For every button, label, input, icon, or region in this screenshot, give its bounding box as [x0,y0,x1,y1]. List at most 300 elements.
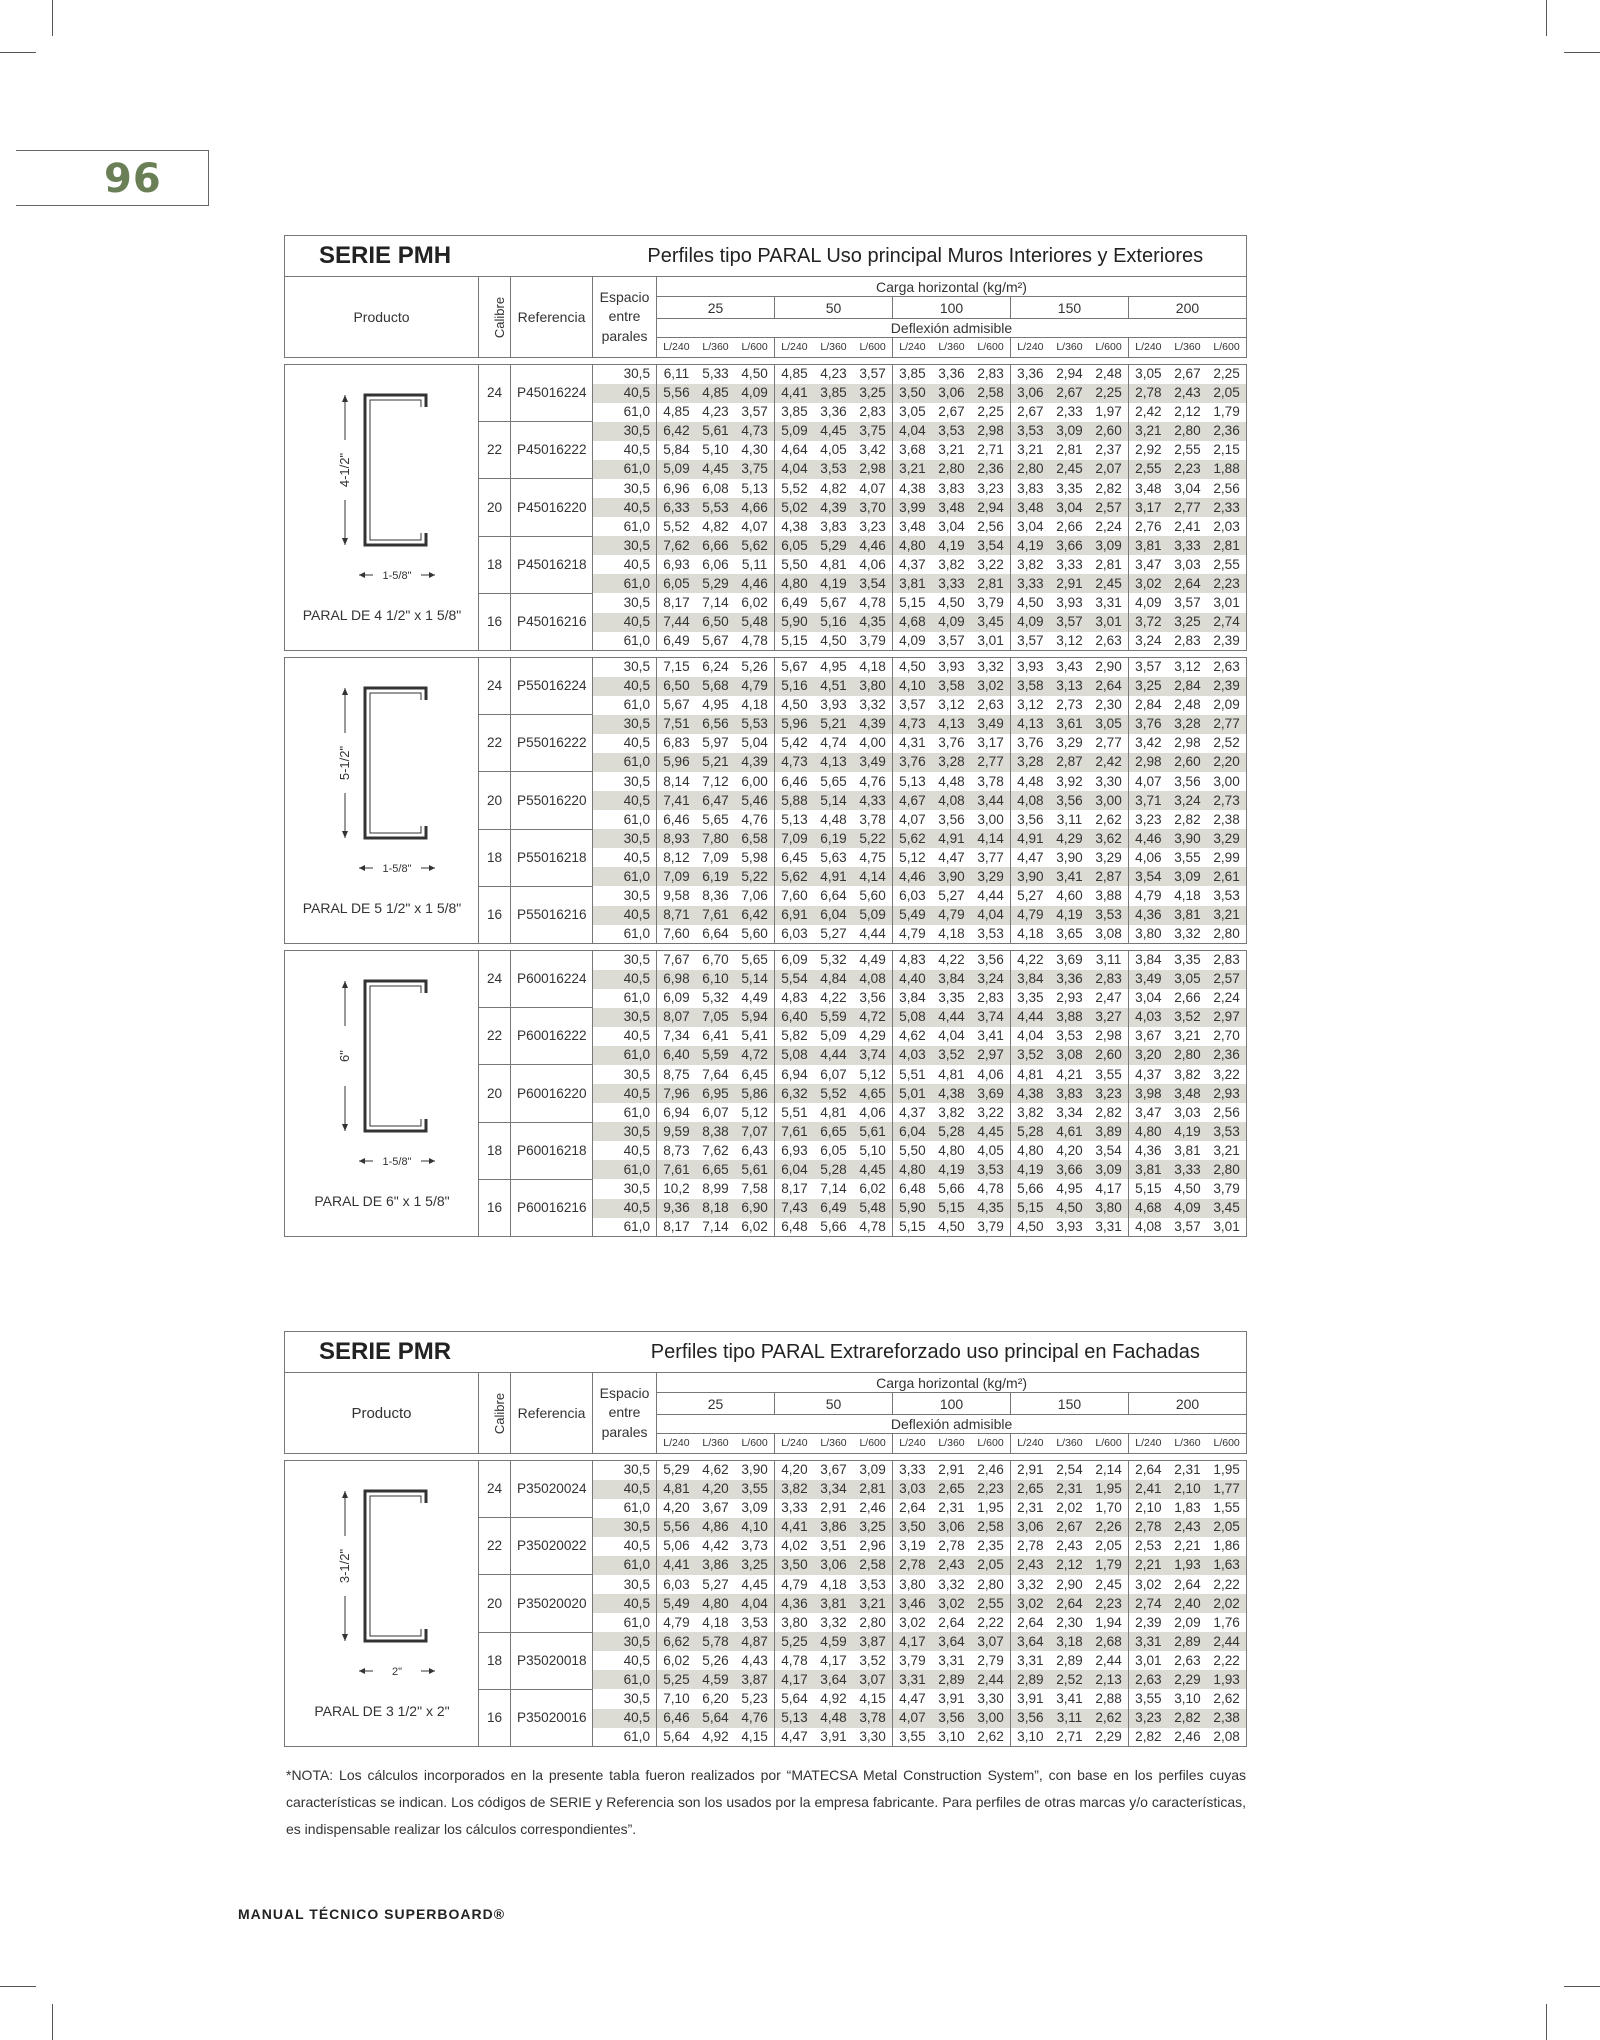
header-carga: Carga horizontal (kg/m²) [657,1373,1247,1393]
value-cell: 4,05 [820,442,847,458]
value-cell: 3,00 [971,1709,1010,1728]
value-cell: 5,46 [735,791,774,810]
value-cell: 5,22 [853,829,892,848]
spacing-cell: 40,5 [593,1199,657,1218]
crop-mark [52,0,53,36]
value-cell: 6,41 [702,1028,729,1044]
value-cell: 2,46 [971,1461,1010,1480]
value-cell: 3,29 [1095,849,1122,865]
value-cell: 2,37 [1095,442,1122,458]
spacing-cell: 61,0 [593,460,657,479]
spacing-cell: 30,5 [593,1632,657,1651]
value-cell: 3,53 [1207,886,1246,905]
value-cell: 6,19 [814,829,853,848]
value-cell: 3,48 [893,517,932,536]
value-cell: 3,47 [1128,1103,1167,1122]
value-cell: 3,53 [1056,1028,1083,1044]
value-cell: 5,32 [702,990,729,1006]
value-cell: 3,24 [1128,632,1167,651]
value-cell: 5,04 [741,735,768,751]
value-cell: 3,93 [1050,1218,1089,1237]
referencia-cell: P35020022 [511,1518,593,1575]
header-deflection-limit: L/360 [1050,338,1089,358]
value-cell: 2,36 [1207,1046,1246,1065]
value-cell: 4,04 [775,460,814,479]
value-cell: 4,00 [859,735,886,751]
value-cell: 3,53 [971,925,1010,944]
value-cell: 3,82 [1174,1066,1201,1082]
header-espacio: Espacio entre parales [593,277,657,358]
value-cell: 4,45 [696,460,735,479]
value-cell: 2,78 [1128,384,1167,403]
value-cell: 3,73 [741,1538,768,1554]
value-cell: 4,48 [820,811,847,827]
value-cell: 5,64 [657,1728,696,1747]
table-row [285,365,1247,384]
value-cell: 3,00 [977,811,1004,827]
value-cell: 4,50 [735,365,774,384]
value-cell: 2,62 [971,1728,1010,1747]
header-deflection-limit: L/360 [932,338,971,358]
header-deflection-limit: L/600 [971,338,1010,358]
value-cell: 3,48 [1128,479,1167,498]
value-cell: 5,66 [1010,1179,1049,1198]
value-cell: 3,55 [1128,1689,1167,1708]
value-cell: 2,81 [971,574,1010,593]
value-cell: 6,65 [696,1160,735,1179]
value-cell: 3,08 [1050,1046,1089,1065]
value-cell: 3,57 [1010,632,1049,651]
value-cell: 4,37 [1128,1065,1167,1084]
value-cell: 2,60 [1089,1046,1128,1065]
spacing-cell: 40,5 [593,441,657,460]
value-cell: 3,69 [971,1084,1010,1103]
value-cell: 3,53 [859,1576,886,1592]
value-cell: 7,14 [702,595,729,611]
value-cell: 2,82 [1095,1104,1122,1120]
profile-image-cell [285,951,479,1237]
value-cell: 2,05 [1207,384,1246,403]
value-cell: 3,58 [1010,677,1049,696]
value-cell: 4,45 [814,422,853,441]
value-cell: 3,53 [1207,1122,1246,1141]
value-cell: 4,78 [775,1651,814,1670]
header-deflection-limit: L/240 [893,338,932,358]
value-cell: 4,80 [775,574,814,593]
value-cell: 8,07 [657,1008,696,1027]
header-deflection-limit: L/240 [1128,338,1167,358]
value-cell: 5,48 [853,1199,892,1218]
spacing-cell: 30,5 [593,1179,657,1198]
value-cell: 4,36 [775,1594,814,1613]
crop-mark [0,1986,36,1987]
value-cell: 2,82 [1095,480,1122,496]
value-cell: 3,33 [1168,536,1207,555]
header-producto: Producto [285,1373,479,1454]
header-load: 200 [1128,1393,1246,1415]
value-cell: 3,81 [1168,906,1207,925]
value-cell: 6,20 [702,1691,729,1707]
value-cell: 4,62 [893,1027,932,1046]
value-cell: 2,25 [977,404,1004,420]
header-referencia: Referencia [511,1373,593,1454]
value-cell: 3,81 [1128,536,1167,555]
value-cell: 3,90 [1010,867,1049,886]
value-cell: 3,04 [938,518,965,534]
value-cell: 2,44 [971,1670,1010,1689]
value-cell: 2,43 [1056,1538,1083,1554]
value-cell: 2,38 [1207,1709,1247,1728]
calibre-cell: 22 [479,1518,511,1575]
value-cell: 3,81 [1128,1160,1167,1179]
value-cell: 4,15 [859,1691,886,1707]
value-cell: 5,15 [1010,1199,1049,1218]
value-cell: 7,06 [741,888,768,904]
value-cell: 3,31 [1010,1651,1049,1670]
value-cell: 2,62 [1089,1709,1128,1728]
value-cell: 5,13 [741,480,768,496]
profile-image [285,951,478,1236]
value-cell: 4,87 [735,1632,774,1651]
header-deflection-limit: L/240 [893,1434,932,1454]
value-cell: 4,76 [859,773,886,789]
value-cell: 2,93 [1207,1084,1246,1103]
value-cell: 3,79 [971,1218,1010,1237]
value-cell: 2,22 [977,1614,1004,1630]
value-cell: 7,61 [657,1160,696,1179]
value-cell: 3,02 [893,1613,932,1632]
value-cell: 2,73 [1056,697,1083,713]
value-cell: 4,35 [853,613,892,632]
value-cell: 6,40 [775,1008,814,1027]
value-cell: 2,41 [1128,1480,1167,1499]
value-cell: 3,81 [814,1594,853,1613]
value-cell: 3,93 [1010,658,1049,677]
product-label: PARAL DE 5 1/2" x 1 5/8" [302,900,462,916]
value-cell: 3,76 [1128,715,1167,734]
value-cell: 2,15 [1207,441,1246,460]
spacing-cell: 40,5 [593,848,657,867]
header-espacio: Espacio entre parales [593,1373,657,1454]
profile-height-label: 5-1/2" [337,745,352,781]
referencia-cell: P35020016 [511,1689,593,1746]
value-cell: 2,77 [1207,715,1246,734]
spacing-cell: 61,0 [593,810,657,829]
value-cell: 3,01 [971,632,1010,651]
value-cell: 2,35 [977,1538,1004,1554]
calibre-cell: 16 [479,886,511,943]
value-cell: 3,04 [1174,480,1201,496]
value-cell: 3,90 [1168,829,1207,848]
calibre-cell: 22 [479,1008,511,1065]
value-cell: 4,79 [1010,906,1049,925]
value-cell: 7,05 [696,1008,735,1027]
value-cell: 2,89 [1056,1652,1083,1668]
value-cell: 3,80 [775,1613,814,1632]
table-row [285,1461,1247,1480]
value-cell: 4,15 [735,1728,774,1747]
value-cell: 2,97 [971,1046,1010,1065]
value-cell: 4,49 [853,951,892,970]
value-cell: 8,71 [657,906,696,925]
referencia-cell: P35020020 [511,1575,593,1632]
spacing-cell: 61,0 [593,1218,657,1237]
value-cell: 2,61 [1207,867,1246,886]
profile-drawing [285,678,479,923]
value-cell: 3,52 [1010,1046,1049,1065]
table-subtitle: Perfiles tipo PARAL Uso principal Muros Interiores y Exteriores [593,236,1247,277]
value-cell: 3,00 [1207,772,1246,791]
value-cell: 4,65 [853,1084,892,1103]
value-cell: 7,09 [702,849,729,865]
value-cell: 4,47 [1010,848,1049,867]
value-cell: 4,40 [893,970,932,989]
value-cell: 4,92 [696,1728,735,1747]
value-cell: 4,48 [1010,772,1049,791]
value-cell: 3,75 [735,460,774,479]
value-cell: 4,09 [1010,613,1049,632]
value-cell: 4,91 [1010,829,1049,848]
value-cell: 8,75 [657,1065,696,1084]
value-cell: 4,31 [893,734,932,753]
value-cell: 2,82 [1128,1728,1167,1747]
calibre-cell: 22 [479,715,511,772]
value-cell: 4,39 [814,498,853,517]
value-cell: 3,11 [1050,1709,1089,1728]
value-cell: 3,57 [853,365,892,384]
value-cell: 5,41 [741,1028,768,1044]
value-cell: 2,80 [1207,1160,1246,1179]
value-cell: 3,33 [1056,556,1083,572]
value-cell: 6,04 [775,1160,814,1179]
header-deflection-limit: L/240 [657,1434,696,1454]
value-cell: 5,90 [893,1199,932,1218]
value-cell: 3,49 [1128,970,1167,989]
value-cell: 5,42 [775,734,814,753]
value-cell: 3,10 [1174,1691,1201,1707]
header-calibre [479,1373,511,1454]
referencia-cell: P45016224 [511,365,593,422]
value-cell: 4,41 [657,1556,696,1575]
value-cell: 5,66 [814,1218,853,1237]
spacing-cell: 40,5 [593,1027,657,1046]
value-cell: 4,19 [1050,906,1089,925]
value-cell: 2,67 [938,404,965,420]
spacing-cell: 61,0 [593,1556,657,1575]
value-cell: 2,78 [1010,1537,1049,1556]
value-cell: 2,82 [1168,1709,1207,1728]
value-cell: 3,79 [1207,1179,1246,1198]
spacing-cell: 61,0 [593,1613,657,1632]
value-cell: 5,48 [735,613,774,632]
value-cell: 7,09 [775,829,814,848]
value-cell: 2,74 [1207,613,1246,632]
value-cell: 3,35 [1056,480,1083,496]
value-cell: 4,50 [775,696,814,715]
value-cell: 4,50 [1174,1181,1201,1197]
spacing-cell: 30,5 [593,1008,657,1027]
value-cell: 3,05 [893,403,932,422]
referencia-cell: P45016218 [511,536,593,593]
value-cell: 4,44 [932,1008,971,1027]
value-cell: 5,13 [775,1709,814,1728]
profile-width-label: 1-5/8" [382,863,412,875]
value-cell: 4,29 [859,1028,886,1044]
value-cell: 3,67 [1128,1027,1167,1046]
value-cell: 2,94 [1050,365,1089,384]
value-cell: 4,10 [893,677,932,696]
value-cell: 5,53 [735,715,774,734]
value-cell: 2,89 [1010,1670,1049,1689]
value-cell: 6,64 [696,925,735,944]
referencia-cell: P55016222 [511,715,593,772]
value-cell: 5,52 [814,1084,853,1103]
value-cell: 4,19 [1168,1122,1207,1141]
value-cell: 5,10 [702,442,729,458]
value-cell: 2,09 [1207,696,1246,715]
value-cell: 1,83 [1174,1500,1201,1516]
value-cell: 4,36 [1128,1141,1167,1160]
value-cell: 5,49 [657,1594,696,1613]
value-cell: 3,49 [971,715,1010,734]
value-cell: 5,10 [859,1142,886,1158]
value-cell: 3,45 [971,613,1010,632]
value-cell: 3,09 [1050,422,1089,441]
value-cell: 2,98 [1128,753,1167,772]
value-cell: 3,29 [971,867,1010,886]
value-cell: 2,45 [1050,460,1089,479]
value-cell: 3,56 [1010,1709,1049,1728]
value-cell: 4,06 [1128,848,1167,867]
value-cell: 6,56 [696,715,735,734]
profile-drawing [285,1481,479,1726]
value-cell: 3,09 [1168,867,1207,886]
spacing-cell: 61,0 [593,1103,657,1122]
value-cell: 8,12 [657,848,696,867]
page-number: 96 [104,156,162,202]
value-cell: 4,82 [820,480,847,496]
value-cell: 3,09 [741,1500,768,1516]
value-cell: 3,80 [1128,925,1167,944]
value-cell: 3,50 [893,384,932,403]
value-cell: 1,70 [1095,1500,1122,1516]
value-cell: 2,62 [1207,1689,1247,1708]
value-cell: 4,80 [1010,1141,1049,1160]
value-cell: 5,25 [775,1632,814,1651]
value-cell: 4,50 [1050,1199,1089,1218]
value-cell: 2,80 [859,1614,886,1630]
value-cell: 4,46 [893,867,932,886]
value-cell: 4,04 [735,1594,774,1613]
value-cell: 3,80 [893,1575,932,1594]
value-cell: 4,07 [859,480,886,496]
value-cell: 4,80 [696,1594,735,1613]
value-cell: 4,09 [932,613,971,632]
product-label: PARAL DE 3 1/2" x 2" [314,1703,450,1719]
value-cell: 3,36 [932,365,971,384]
value-cell: 2,64 [1050,1594,1089,1613]
value-cell: 3,53 [932,422,971,441]
value-cell: 3,07 [971,1632,1010,1651]
value-cell: 5,12 [741,1104,768,1120]
profile-height-label: 3-1/2" [337,1548,352,1584]
referencia-cell: P55016218 [511,829,593,886]
profile-image-cell [285,1461,479,1747]
value-cell: 6,07 [702,1104,729,1120]
value-cell: 2,31 [1168,1461,1207,1480]
value-cell: 3,21 [1174,1028,1201,1044]
value-cell: 6,66 [696,536,735,555]
value-cell: 4,17 [1095,1181,1122,1197]
value-cell: 3,21 [1207,1141,1246,1160]
value-cell: 4,30 [741,442,768,458]
value-cell: 2,33 [1207,498,1246,517]
value-cell: 2,99 [1207,848,1246,867]
value-cell: 4,44 [1010,1008,1049,1027]
value-cell: 2,83 [859,404,886,420]
value-cell: 3,33 [775,1499,814,1518]
value-cell: 2,74 [1128,1594,1167,1613]
value-cell: 4,79 [893,925,932,944]
value-cell: 3,98 [1128,1084,1167,1103]
table-serie-pmh [284,235,1246,1237]
value-cell: 2,81 [1056,442,1083,458]
value-cell: 3,56 [1174,773,1201,789]
product-label: PARAL DE 6" x 1 5/8" [314,1193,450,1209]
value-cell: 2,02 [1056,1500,1083,1516]
spacing-cell: 40,5 [593,613,657,632]
table-subtitle: Perfiles tipo PARAL Extrareforzado uso principal en Fachadas [593,1332,1247,1373]
value-cell: 3,24 [1168,791,1207,810]
calibre-cell: 20 [479,1065,511,1122]
value-cell: 3,02 [932,1594,971,1613]
value-cell: 3,54 [853,574,892,593]
spacing-cell: 40,5 [593,1651,657,1670]
value-cell: 2,91 [820,1500,847,1516]
value-cell: 3,33 [1010,574,1049,593]
value-cell: 4,41 [775,384,814,403]
value-cell: 2,23 [1168,460,1207,479]
value-cell: 4,81 [820,1104,847,1120]
header-deflection-limit: L/240 [1010,338,1049,358]
value-cell: 4,19 [932,1160,971,1179]
value-cell: 4,47 [775,1728,814,1747]
value-cell: 3,84 [1010,970,1049,989]
value-cell: 6,96 [657,479,696,498]
spacing-cell: 61,0 [593,574,657,593]
value-cell: 5,15 [1128,1179,1167,1198]
value-cell: 3,32 [1010,1575,1049,1594]
value-cell: 7,41 [657,791,696,810]
value-cell: 2,46 [859,1500,886,1516]
spacing-cell: 61,0 [593,632,657,651]
spacing-cell: 61,0 [593,867,657,886]
calibre-cell: 18 [479,1632,511,1689]
value-cell: 3,82 [938,556,965,572]
value-cell: 4,13 [932,715,971,734]
profile-table [284,235,1247,1237]
value-cell: 2,39 [1128,1613,1167,1632]
value-cell: 3,32 [971,658,1010,677]
value-cell: 3,91 [814,1728,853,1747]
value-cell: 4,20 [1056,1142,1083,1158]
value-cell: 2,24 [1207,989,1246,1008]
value-cell: 7,14 [696,1218,735,1237]
value-cell: 1,55 [1207,1499,1247,1518]
value-cell: 5,62 [735,536,774,555]
value-cell: 6,94 [775,1065,814,1084]
value-cell: 3,25 [853,384,892,403]
